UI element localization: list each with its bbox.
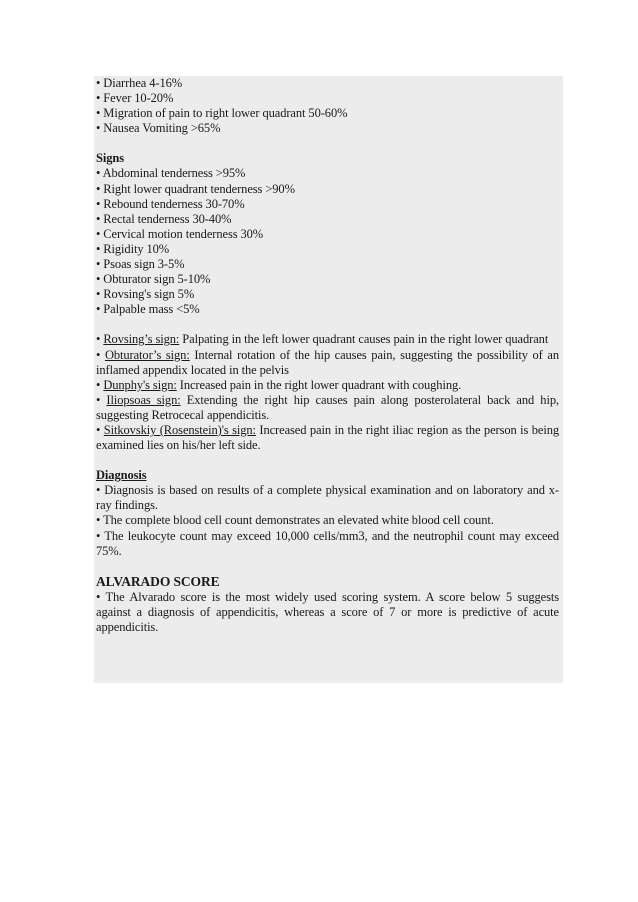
sign-item: • Psoas sign 3-5% [96, 257, 185, 272]
alvarado-section [96, 574, 559, 635]
alvarado-heading: ALVARADO SCORE [96, 573, 220, 589]
symptom-item: • Nausea Vomiting >65% [96, 121, 221, 136]
sign-item: • Palpable mass <5% [96, 302, 200, 317]
sign-definition-iliopsoas [96, 393, 559, 423]
symptoms-list [96, 76, 559, 136]
sign-definition-rovsing [96, 332, 559, 347]
sign-description: Internal rotation of the hip causes pain, suggesting the possibility of an inflamed appendix located in the pelvis [96, 347, 559, 377]
sign-item: • Rectal tenderness 30-40% [96, 211, 232, 226]
signs-section [96, 151, 559, 317]
sign-term: Rovsing’s sign: [103, 332, 180, 347]
spacer [96, 453, 559, 468]
sign-description: Palpating in the left lower quadrant causes pain in the right lower quadrant [179, 332, 549, 347]
sign-description: Increased pain in the right iliac region as the person is being examined lies on his/her left side. [96, 422, 560, 453]
diagnosis-heading: Diagnosis [96, 468, 147, 483]
sign-definitions [96, 332, 559, 453]
diagnosis-item: • Diagnosis is based on results of a complete physical examination and on laboratory and x-ray findings. [96, 483, 559, 513]
sign-definition-dunphy [96, 378, 559, 393]
diagnosis-item: • The complete blood cell count demonstrates an elevated white blood cell count. [96, 513, 494, 528]
sign-definition-sitkovskiy [96, 423, 559, 453]
diagnosis-item: • The leukocyte count may exceed 10,000 cells/mm3, and the neutrophil count may exceed 75%. [96, 528, 559, 558]
sign-item: • Rigidity 10% [96, 241, 170, 256]
sign-description: Extending the right hip causes pain along posterolateral back and hip, suggesting Retrocecal appendicitis. [96, 392, 559, 422]
sign-item: • Abdominal tenderness >95% [96, 166, 246, 181]
symptom-item: • Fever 10-20% [96, 91, 174, 106]
sign-definition-obturator [96, 348, 559, 378]
sign-item: • Rovsing's sign 5% [96, 287, 195, 302]
document-panel [94, 76, 563, 683]
document-content [96, 76, 559, 635]
symptom-item: • Migration of pain to right lower quadrant 50-60% [96, 106, 348, 121]
sign-item: • Rebound tenderness 30-70% [96, 196, 245, 211]
sign-term: Dunphy's sign: [103, 377, 177, 392]
spacer [96, 559, 559, 574]
sign-item: • Obturator sign 5-10% [96, 272, 211, 287]
sign-term: Sitkovskiy (Rosenstein)'s sign: [103, 422, 256, 437]
diagnosis-section [96, 468, 559, 559]
bullet: • [96, 347, 105, 362]
sign-item: • Cervical motion tenderness 30% [96, 226, 264, 241]
sign-term: Obturator’s sign: [104, 347, 190, 362]
spacer [96, 317, 559, 332]
sign-term: Iliopsoas sign: [106, 392, 181, 407]
spacer [96, 136, 559, 151]
sign-item: • Right lower quadrant tenderness >90% [96, 181, 295, 196]
bullet: • [96, 392, 107, 407]
bullet: • [96, 422, 104, 437]
signs-heading: Signs [96, 151, 124, 166]
alvarado-text: • The Alvarado score is the most widely used scoring system. A score below 5 suggests against a diagnosis of appendicitis, whereas a score of 7 or more is predictive of acute appendicitis. [96, 589, 559, 634]
symptom-item: • Diarrhea 4-16% [96, 76, 183, 90]
bullet: • [96, 377, 104, 392]
bullet: • [96, 332, 104, 347]
sign-description: Increased pain in the right lower quadrant with coughing. [176, 377, 462, 392]
